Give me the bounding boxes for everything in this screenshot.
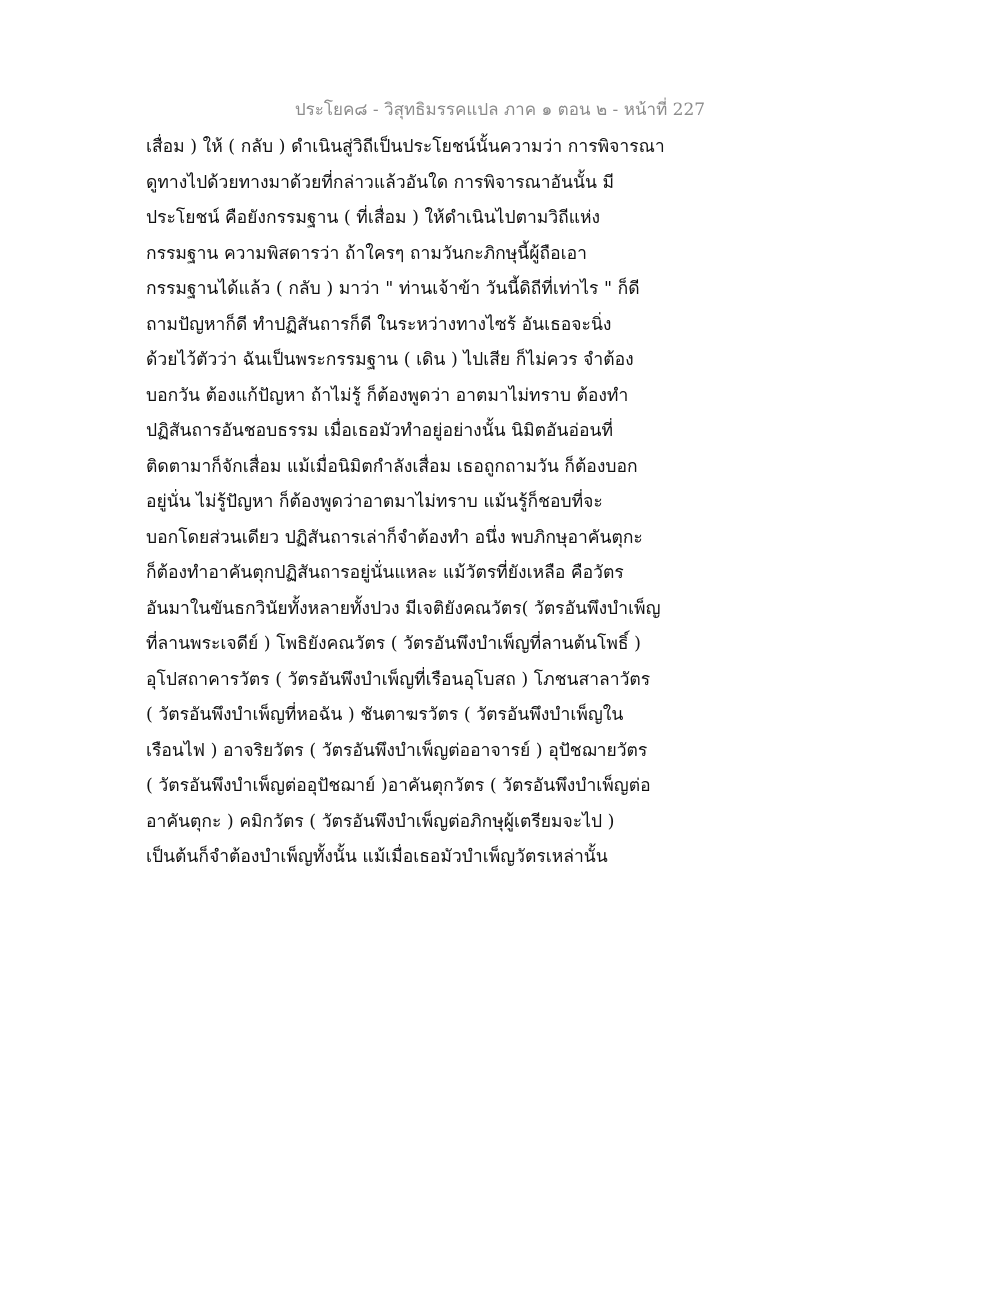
text-line: ( วัตรอันพึงบำเพ็ญที่หอฉัน ) ชันตาฆรวัตร ( วัตรอันพึงบำเพ็ญใน xyxy=(146,705,624,725)
text-line: อุโปสถาคารวัตร ( วัตรอันพึงบำเพ็ญที่เรือนอุโบสถ ) โภชนสาลาวัตร xyxy=(146,669,651,690)
text-line: บอกวัน ต้องแก้ปัญหา ถ้าไม่รู้ ก็ต้องพูดว่า อาตมาไม่ทราบ ต้องทำ xyxy=(146,385,629,406)
text-line: ติดตามาก็จักเสื่อม แม้เมื่อนิมิตกำลังเสื่อม เธอถูกถามวัน ก็ต้องบอก xyxy=(146,456,638,477)
text-line: ปฏิสันถารอันชอบธรรม เมื่อเธอมัวทำอยู่อย่างนั้น นิมิตอันอ่อนที่ xyxy=(146,421,614,441)
text-line: เรือนไฟ ) อาจริยวัตร ( วัตรอันพึงบำเพ็ญต่ออาจารย์ ) อุปัชฌายวัตร xyxy=(146,740,648,761)
text-line: ( วัตรอันพึงบำเพ็ญต่ออุปัชฌาย์ )อาคันตุกวัตร ( วัตรอันพึงบำเพ็ญต่อ xyxy=(146,776,651,796)
text-line: ดูทางไปด้วยทางมาด้วยที่กล่าวแล้วอันใด การพิจารณาอันนั้น มี xyxy=(146,172,615,193)
text-line: เสื่อม ) ให้ ( กลับ ) ดำเนินสู่วิถีเป็นประโยชน์นั้นความว่า การพิจารณา xyxy=(146,137,665,157)
text-line: กรรมฐาน ความพิสดารว่า ถ้าใครๆ ถามวันกะภิกษุนี้ผู้ถือเอา xyxy=(146,243,587,264)
text-line: ที่ลานพระเจดีย์ ) โพธิยังคณวัตร ( วัตรอันพึงบำเพ็ญที่ลานต้นโพธิ์ ) xyxy=(146,634,641,654)
text-line: ถามปัญหาก็ดี ทำปฏิสันถารก็ดี ในระหว่างทางไซร้ อันเธอจะนิ่ง xyxy=(146,314,612,335)
text-line: ประโยชน์ คือยังกรรมฐาน ( ที่เสื่อม ) ให้ดำเนินไปตามวิถีแห่ง xyxy=(146,208,601,228)
text-line: อยู่นั่น ไม่รู้ปัญหา ก็ต้องพูดว่าอาตมาไม่ทราบ แม้นรู้ก็ชอบที่จะ xyxy=(146,492,603,512)
text-line: กรรมฐานได้แล้ว ( กลับ ) มาว่า " ท่านเจ้าข้า วันนี้ดิถีที่เท่าไร " ก็ดี xyxy=(146,279,640,299)
text-line: อาคันตุกะ ) คมิกวัตร ( วัตรอันพึงบำเพ็ญต่อภิกษุผู้เตรียมจะไป ) xyxy=(146,811,615,832)
text-line: ด้วยไว้ตัวว่า ฉันเป็นพระกรรมฐาน ( เดิน ) ไปเสีย ก็ไม่ควร จำต้อง xyxy=(146,350,634,370)
text-line: เป็นต้นก็จำต้องบำเพ็ญทั้งนั้น แม้เมื่อเธอมัวบำเพ็ญวัตรเหล่านั้น xyxy=(146,847,608,867)
page-header: ประโยค๘ - วิสุทธิมรรคแปล ภาค ๑ ตอน ๒ - หน้าที่ 227 xyxy=(294,100,706,120)
text-line: ก็ต้องทำอาคันตุกปฏิสันถารอยู่นั่นแหละ แม้วัตรที่ยังเหลือ คือวัตร xyxy=(146,563,624,583)
body-text xyxy=(146,130,866,876)
text-line: อันมาในขันธกวินัยทั้งหลายทั้งปวง มีเจติยังคณวัตร( วัตรอันพึงบำเพ็ญ xyxy=(146,598,661,619)
text-line: บอกโดยส่วนเดียว ปฏิสันถารเล่าก็จำต้องทำ อนึ่ง พบภิกษุอาคันตุกะ xyxy=(146,527,643,548)
